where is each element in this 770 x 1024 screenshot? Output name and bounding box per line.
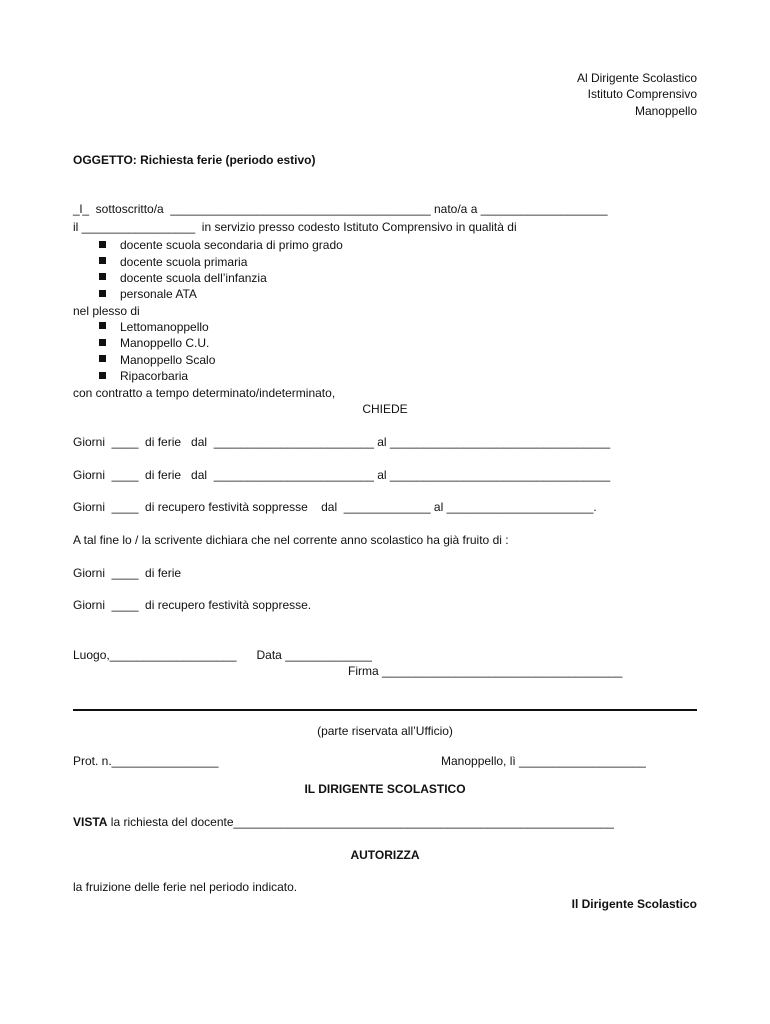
checkbox-square-icon[interactable] [99, 339, 106, 346]
office-place-date-line: Manoppello, lì ___________________ [441, 754, 646, 768]
section-divider [73, 709, 697, 711]
plesso-label: nel plesso di [73, 304, 140, 318]
office-reserved-label: (parte riservata all’Ufficio) [317, 724, 453, 738]
checkbox-square-icon[interactable] [99, 241, 106, 248]
request-line-ferie-1: Giorni ____ di ferie dal ________________________ al _________________________________ [73, 435, 611, 449]
role-option: docente scuola primaria [120, 255, 248, 269]
plesso-option: Manoppello C.U. [120, 336, 210, 350]
chiede-heading: CHIEDE [362, 402, 408, 416]
plesso-option: Lettomanoppello [120, 320, 209, 334]
used-ferie-line: Giorni ____ di ferie [73, 566, 182, 580]
place-date-line: Luogo,___________________ Data _____________ [73, 648, 372, 662]
checkbox-square-icon[interactable] [99, 355, 106, 362]
plesso-option: Manoppello Scalo [120, 353, 216, 367]
checkbox-square-icon[interactable] [99, 290, 106, 297]
vista-text: la richiesta del docente_________________________________________________________ [107, 815, 614, 829]
checkbox-square-icon[interactable] [99, 273, 106, 280]
recipient-line-3: Manoppello [634, 104, 697, 118]
autorizza-heading: AUTORIZZA [350, 848, 420, 862]
protocol-number-line: Prot. n.________________ [73, 754, 219, 768]
vista-line [73, 815, 614, 830]
role-option: docente scuola secondaria di primo grado [120, 238, 343, 252]
subject-line: OGGETTO: Richiesta ferie (periodo estivo) [73, 153, 316, 167]
intro-line-2: il _________________ in servizio presso codesto Istituto Comprensivo in qualità di [73, 220, 517, 234]
dirigente-heading: IL DIRIGENTE SCOLASTICO [304, 782, 466, 796]
checkbox-square-icon[interactable] [99, 322, 106, 329]
contract-line: con contratto a tempo determinato/indeterminato, [73, 386, 336, 400]
intro-line-1: _l_ sottoscritto/a _______________________________________ nato/a a ___________________ [73, 202, 608, 216]
signer-title: Il Dirigente Scolastico [571, 897, 697, 911]
role-option: personale ATA [120, 287, 197, 301]
request-line-recupero: Giorni ____ di recupero festività soppresse dal _____________ al ______________________. [73, 500, 597, 514]
request-line-ferie-2: Giorni ____ di ferie dal ________________________ al _________________________________ [73, 468, 611, 482]
vista-keyword: VISTA [73, 815, 108, 829]
declaration-line: A tal fine lo / la scrivente dichiara che nel corrente anno scolastico ha già fruito di : [73, 533, 509, 547]
recipient-line-1: Al Dirigente Scolastico [576, 71, 697, 85]
role-option: docente scuola dell’infanzia [120, 271, 267, 285]
plesso-option: Ripacorbaria [120, 369, 189, 383]
recipient-line-2: Istituto Comprensivo [587, 87, 697, 101]
signature-line: Firma ____________________________________ [348, 664, 623, 678]
checkbox-square-icon[interactable] [99, 372, 106, 379]
used-recupero-line: Giorni ____ di recupero festività soppresse. [73, 598, 312, 612]
fruizione-line: la fruizione delle ferie nel periodo indicato. [73, 880, 298, 894]
checkbox-square-icon[interactable] [99, 257, 106, 264]
